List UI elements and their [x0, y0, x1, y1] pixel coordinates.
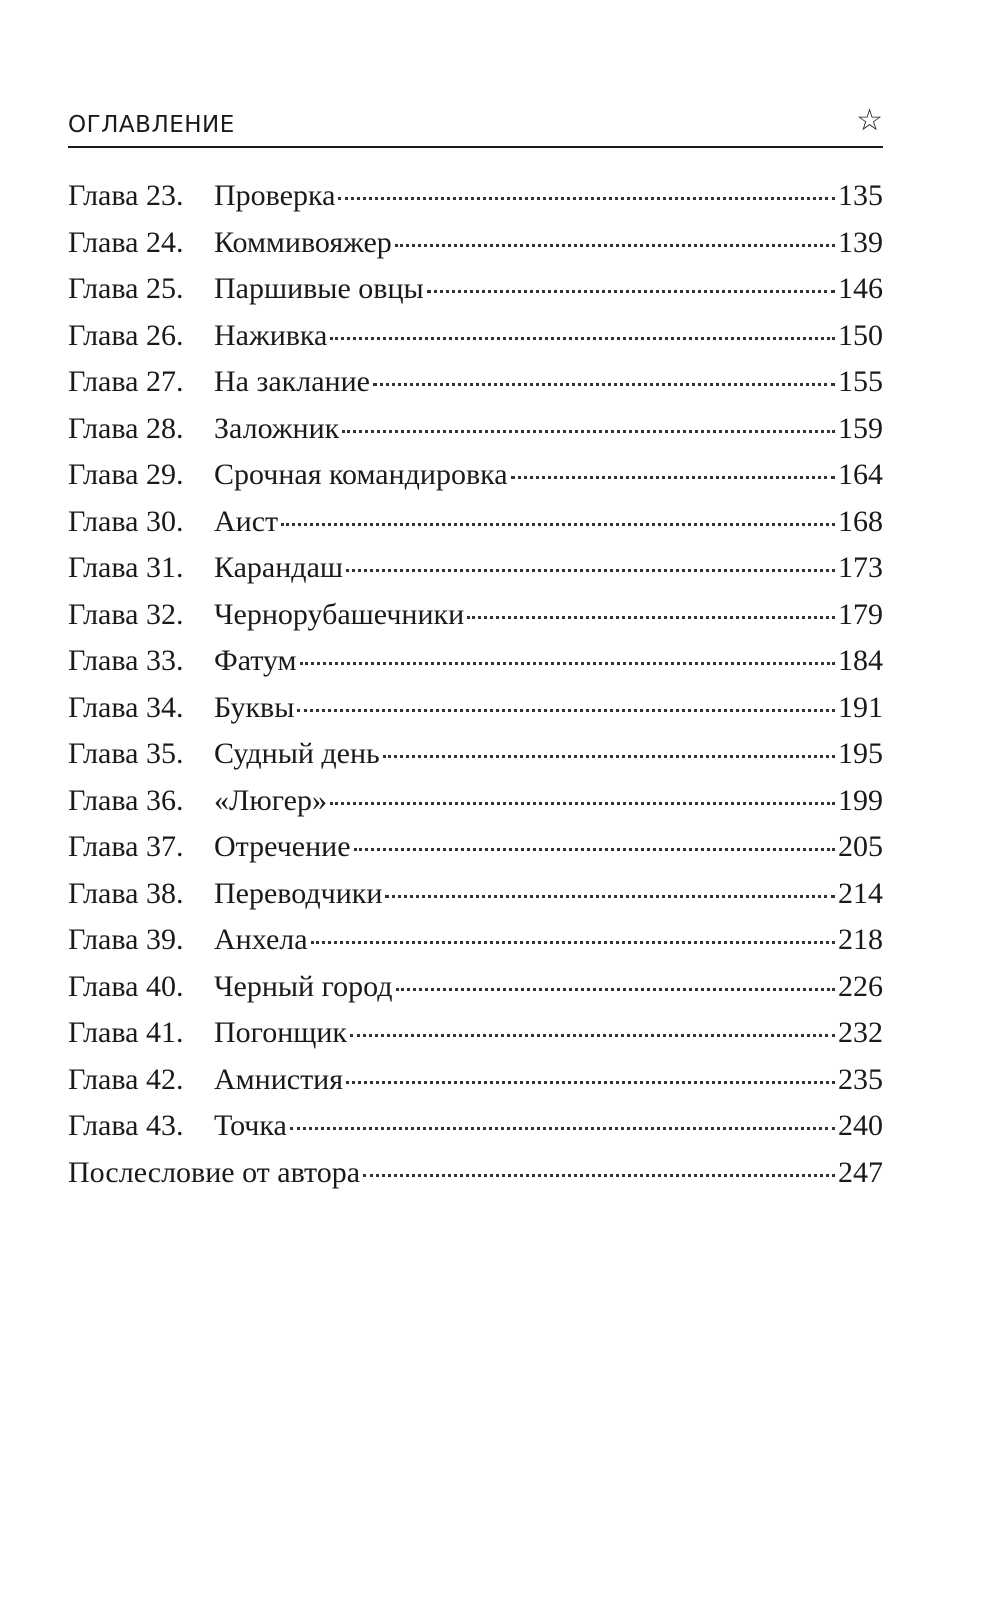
dot-leader [342, 430, 835, 433]
toc-entry [68, 176, 883, 223]
chapter-title: «Люгер» [214, 783, 327, 817]
chapter-number: Глава 34. [68, 690, 184, 724]
chapter-title: Карандаш [214, 551, 343, 584]
toc-entry [68, 409, 883, 456]
toc-entry [68, 641, 883, 688]
chapter-title: Фатум [214, 644, 297, 677]
chapter-title: Точка [214, 1109, 287, 1142]
chapter-title: Анхела [214, 923, 308, 956]
chapter-title: Погонщик [214, 1016, 348, 1049]
chapter-number: Глава 25. [68, 272, 184, 305]
chapter-title: Паршивые овцы [214, 272, 424, 305]
toc-entry [68, 595, 883, 642]
dot-leader [300, 662, 835, 665]
table-of-contents [68, 176, 883, 1199]
dot-leader [383, 755, 835, 758]
chapter-number: Глава 23. [68, 179, 184, 212]
dot-leader [467, 616, 835, 619]
toc-entry [68, 967, 883, 1014]
page-title: ОГЛАВЛЕНИЕ [68, 112, 235, 138]
page-number: 235 [838, 1062, 883, 1096]
dot-leader [297, 709, 835, 712]
toc-entry [68, 548, 883, 595]
dot-leader [396, 988, 835, 991]
chapter-number: Глава 33. [68, 644, 184, 677]
chapter-number: Глава 40. [68, 969, 184, 1003]
chapter-number: Глава 32. [68, 597, 184, 631]
chapter-title: Амнистия [214, 1062, 344, 1096]
toc-entry [68, 874, 883, 921]
chapter-title: Заложник [214, 411, 340, 445]
dot-leader [385, 895, 835, 898]
toc-entry [68, 734, 883, 781]
chapter-number: Глава 42. [68, 1062, 184, 1096]
page-number: 214 [838, 876, 883, 910]
page-number: 184 [838, 644, 883, 677]
toc-entry [68, 455, 883, 502]
dot-leader [350, 1034, 835, 1037]
chapter-number: Глава 30. [68, 504, 184, 538]
dot-leader [346, 1081, 835, 1084]
dot-leader [290, 1127, 835, 1130]
chapter-title: Чернорубашечники [214, 597, 465, 631]
chapter-number: Глава 43. [68, 1109, 184, 1142]
dot-leader [311, 941, 835, 944]
chapter-title: Отречение [214, 830, 351, 863]
page-number: 139 [838, 225, 883, 259]
page-number: 240 [838, 1109, 883, 1142]
dot-leader [427, 290, 835, 293]
toc-entry [68, 1106, 883, 1153]
toc-entry [68, 223, 883, 270]
dot-leader [338, 197, 835, 200]
dot-leader [373, 383, 835, 386]
chapter-number: Глава 26. [68, 318, 184, 352]
chapter-number: Глава 28. [68, 411, 184, 445]
running-header [68, 103, 883, 146]
toc-entry [68, 1060, 883, 1107]
page-number: 226 [838, 969, 883, 1003]
page-number: 205 [838, 830, 883, 863]
chapter-title: Наживка [214, 318, 328, 352]
dot-leader [330, 802, 835, 805]
dot-leader [354, 848, 835, 851]
chapter-title: Срочная командировка [214, 458, 508, 491]
dot-leader [363, 1174, 835, 1177]
chapter-title: Аист [214, 504, 279, 538]
toc-entry [68, 1153, 883, 1200]
chapter-number: Глава 37. [68, 830, 184, 863]
chapter-number: Глава 29. [68, 458, 184, 491]
page-number: 150 [838, 318, 883, 352]
chapter-number: Глава 41. [68, 1016, 184, 1049]
dot-leader [281, 523, 835, 526]
toc-entry [68, 920, 883, 967]
chapter-number: Глава 24. [68, 225, 184, 259]
chapter-title: Буквы [214, 690, 295, 724]
page-number: 191 [838, 690, 883, 724]
dot-leader [346, 569, 835, 572]
toc-entry [68, 688, 883, 735]
toc-entry [68, 1013, 883, 1060]
chapter-number: Глава 39. [68, 923, 184, 956]
dot-leader [395, 244, 835, 247]
page-number: 218 [838, 923, 883, 956]
chapter-title: Коммивояжер [214, 225, 392, 259]
chapter-title: Черный город [214, 969, 393, 1003]
page-number: 179 [838, 597, 883, 631]
chapter-number: Глава 27. [68, 365, 184, 398]
chapter-title: Проверка [214, 179, 336, 212]
page-number: 247 [838, 1155, 883, 1189]
page-number: 232 [838, 1016, 883, 1049]
dot-leader [511, 476, 835, 479]
toc-entry [68, 269, 883, 316]
dot-leader [330, 337, 835, 340]
header-divider [68, 146, 883, 148]
page-number: 146 [838, 272, 883, 305]
toc-entry [68, 502, 883, 549]
chapter-title: Судный день [214, 737, 380, 770]
page-number: 195 [838, 737, 883, 770]
toc-entry [68, 362, 883, 409]
chapter-number: Глава 35. [68, 737, 184, 770]
chapter-number: Глава 38. [68, 876, 184, 910]
chapter-title: На заклание [214, 365, 370, 398]
page-number: 159 [838, 411, 883, 445]
toc-entry [68, 781, 883, 828]
toc-entry [68, 316, 883, 363]
chapter-number: Глава 36. [68, 783, 184, 817]
page-number: 173 [838, 551, 883, 584]
toc-entry [68, 827, 883, 874]
page-number: 199 [838, 783, 883, 817]
page-number: 155 [838, 365, 883, 398]
chapter-title: Послесловие от автора [68, 1155, 361, 1189]
chapter-title: Переводчики [214, 876, 383, 910]
star-outline-icon: ☆ [856, 103, 883, 138]
page-number: 168 [838, 504, 883, 538]
page-number: 135 [838, 179, 883, 212]
chapter-number: Глава 31. [68, 551, 184, 584]
page-number: 164 [838, 458, 883, 491]
